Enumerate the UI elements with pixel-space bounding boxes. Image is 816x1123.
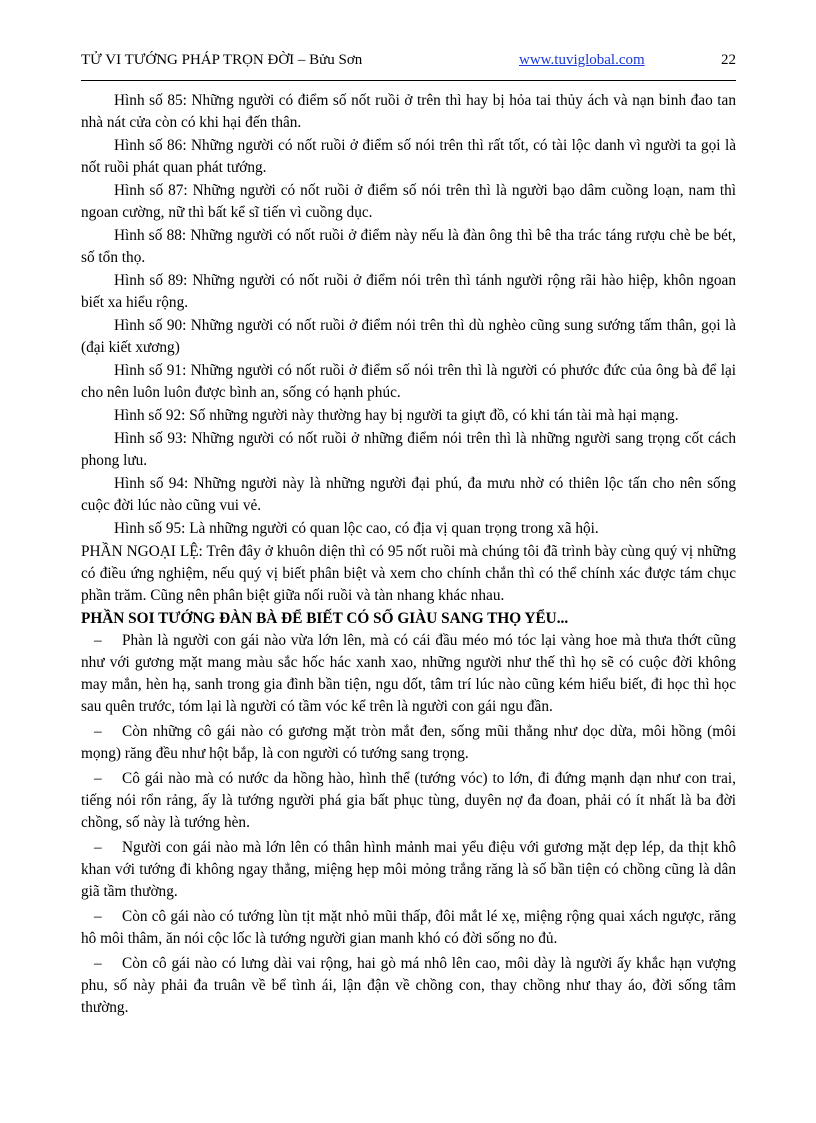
- website-link[interactable]: www.tuviglobal.com: [519, 52, 645, 68]
- bullet-item: [81, 630, 736, 718]
- dash-marker: –: [94, 839, 102, 856]
- paragraph-figure-85: Hình số 85: Những người có điểm số nốt ruồi ở trên thì hay bị hỏa tai thủy ách và nạn binh đao tan nhà nát cửa còn có khi hại đến thân.: [81, 92, 736, 131]
- page-number: 22: [721, 52, 736, 68]
- bullet-text: Người con gái nào mà lớn lên có thân hình mảnh mai yểu điệu với gương mặt dẹp lép, da thịt khô khan với tướng đi không ngay thẳng, miệng hẹp môi mỏng trắng răng là số bần tiện có chồng cũng là dân giã tầm thường.: [81, 839, 736, 900]
- paragraph-figure-95: Hình số 95: Là những người có quan lộc cao, có địa vị quan trọng trong xã hội.: [114, 520, 599, 537]
- book-title: TỬ VI TƯỚNG PHÁP TRỌN ĐỜI – Bửu Sơn: [81, 52, 363, 68]
- page-header: [81, 52, 736, 81]
- dash-marker: –: [94, 908, 102, 925]
- bullet-text: Còn những cô gái nào có gương mặt tròn mắt đen, sống mũi thẳng như dọc dừa, môi hồng (môi mọng) răng đều như hột bắp, là con người có tướng sang trọng.: [81, 723, 736, 762]
- dash-marker: –: [94, 955, 102, 972]
- dash-marker: –: [94, 632, 102, 649]
- document-body: [81, 90, 736, 1019]
- bullet-text: Còn cô gái nào có tướng lùn tịt mặt nhỏ mũi thấp, đôi mắt lé xẹ, miệng rộng quai xách ngược, răng hô môi thâm, ăn nói cộc lốc là tướng người gian manh khó có đời sống no đủ.: [81, 908, 736, 947]
- paragraph-figure-90: Hình số 90: Những người có nốt ruồi ở điểm nói trên thì dù nghèo cũng sung sướng tấm thân, gọi là (đại kiết xương): [81, 317, 736, 356]
- bullet-item: [81, 721, 736, 765]
- bullet-text: Phàn là người con gái nào vừa lớn lên, mà có cái đầu méo mó tóc lại vàng hoe mà thưa thớt cũng như với gương mặt mang màu sắc hốc hác xanh xao, những người như thế thì họ sẽ có cuộc đời không may mắn, hèn hạ, sanh trong gia đình bần tiện, ngu dốt, tâm trí lúc nào cũng kém hiểu biết, đi học thì học sau quên trước, tóm lại là người có tầm vóc kể trên là người con gái ngu đần.: [81, 632, 736, 715]
- paragraph-figure-91: Hình số 91: Những người có nốt ruồi ở điểm số nói trên thì là người có phước đức của ông bà để lại cho nên luôn luôn được bình an, sống có hạnh phúc.: [81, 362, 736, 401]
- dash-marker: –: [94, 723, 102, 740]
- exception-note: PHẦN NGOẠI LỆ: Trên đây ở khuôn diện thì có 95 nốt ruồi mà chúng tôi đã trình bày cùng quý vị những có điều ứng nghiệm, nếu quý vị biết phân biệt và xem cho chính chắn thì có thể chính xác được tám chục phần trăm. Cũng nên phân biệt giữa nối ruồi và tàn nhang khác nhau.: [81, 543, 736, 604]
- bullet-item: [81, 837, 736, 903]
- section-heading: PHẦN SOI TƯỚNG ĐÀN BÀ ĐỂ BIẾT CÓ SỐ GIÀU SANG THỌ YỂU...: [81, 610, 569, 627]
- bullet-item: [81, 906, 736, 950]
- paragraph-figure-88: Hình số 88: Những người có nốt ruồi ở điểm này nếu là đàn ông thì bê tha trác táng rượu chè be bét, số tổn thọ.: [81, 227, 736, 266]
- paragraph-figure-87: Hình số 87: Những người có nốt ruồi ở điểm số nói trên thì là người bạo dâm cuồng loạn, nam thì ngoan cường, nữ thì bất kể sĩ tiến vì cuồng dục.: [81, 182, 736, 221]
- dash-marker: –: [94, 770, 102, 787]
- bullet-text: Còn cô gái nào có lưng dài vai rộng, hai gò má nhô lên cao, môi dày là người ấy khắc hạn vượng phu, số này phải đa truân về bể tình ái, lận đận về chồng con, thay chồng như thay áo, đời sống tâm thường.: [81, 955, 736, 1016]
- bullet-text: Cô gái nào mà có nước da hồng hào, hình thể (tướng vóc) to lớn, đi đứng mạnh dạn như con trai, tiếng nói rổn rảng, ấy là tướng người phá gia bất phục tùng, duyên nợ đa đoan, phải có ít nhất là ba đời chồng, số này là tướng hèn.: [81, 770, 736, 831]
- bullet-item: [81, 953, 736, 1019]
- bullet-item: [81, 768, 736, 834]
- paragraph-figure-94: Hình số 94: Những người này là những người đại phú, đa mưu nhờ có thiên lộc tấn cho nên sống cuộc đời lúc nào cũng vui vẻ.: [81, 475, 736, 514]
- paragraph-figure-89: Hình số 89: Những người có nốt ruồi ở điểm nói trên thì tánh người rộng rãi hào hiệp, khôn ngoan biết xa hiểu rộng.: [81, 272, 736, 311]
- paragraph-figure-92: Hình số 92: Số những người này thường hay bị người ta giựt đồ, có khi tán tài mà hại mạng.: [114, 407, 679, 424]
- paragraph-figure-93: Hình số 93: Những người có nốt ruồi ở những điểm nói trên thì là những người sang trọng cốt cách phong lưu.: [81, 430, 736, 469]
- paragraph-figure-86: Hình số 86: Những người có nốt ruồi ở điểm số nói trên thì rất tốt, có tài lộc danh vì người ta gọi là nốt ruồi phát quan phát tướng.: [81, 137, 736, 176]
